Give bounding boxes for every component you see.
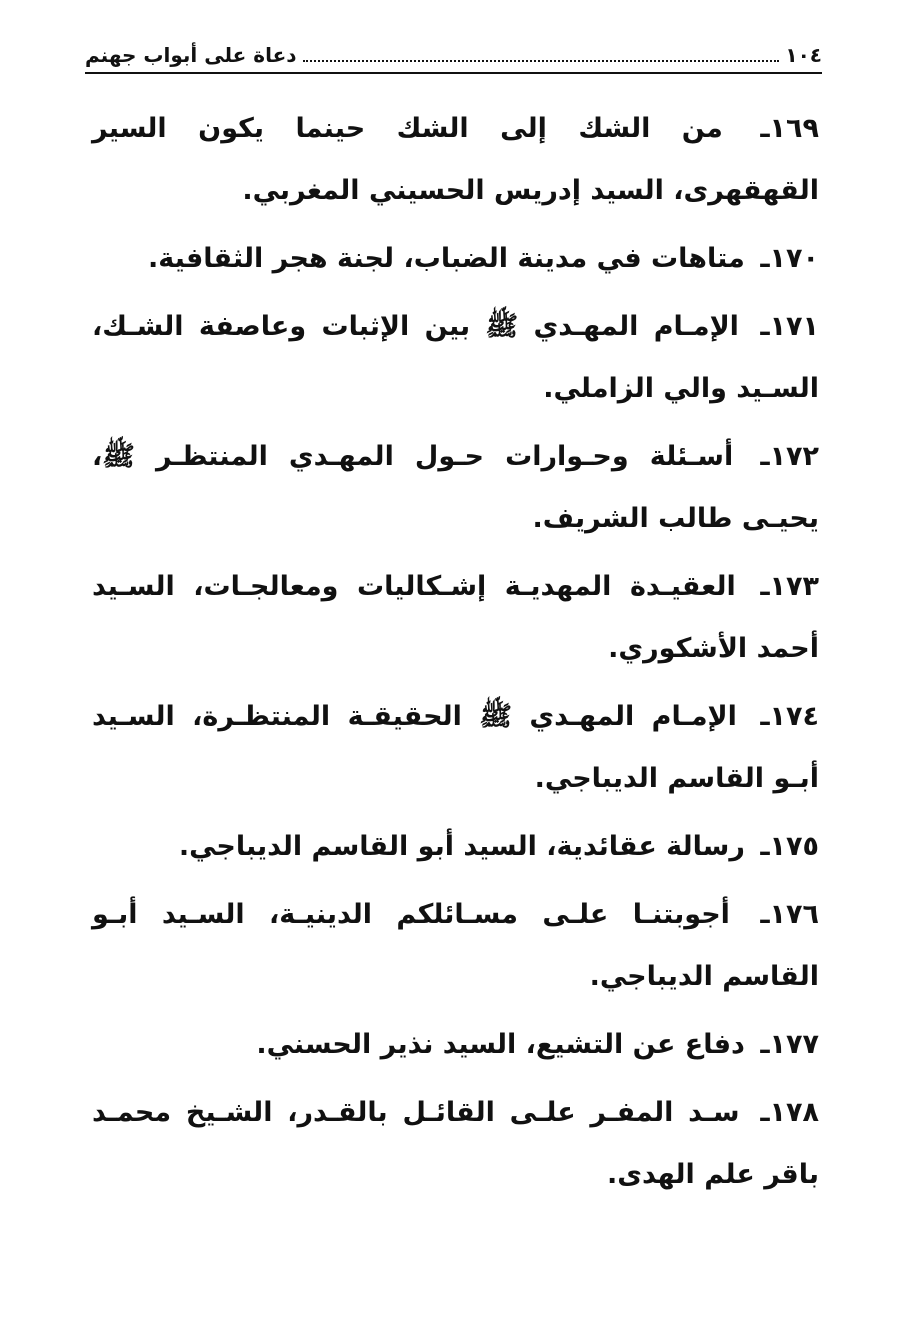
entry-number: ١٧٨ـ xyxy=(760,1097,819,1128)
entry-number: ١٧٠ـ xyxy=(760,243,819,274)
entry-text: من الشك إلى الشك حينما يكون السير القهقهرى، السيد إدريس الحسيني المغربي. xyxy=(92,113,819,206)
entry-text: أسـئلة وحـوارات حـول المهـدي المنتظـر ﷺ، يحيـى طالب الشريف. xyxy=(92,441,819,534)
entry-text: العقيـدة المهديـة إشـكاليات ومعالجـات، السـيد أحمد الأشكوري. xyxy=(92,571,819,664)
entry-text: رسالة عقائدية، السيد أبو القاسم الديباجي. xyxy=(178,831,745,862)
bibliography-entry xyxy=(92,1082,819,1206)
entry-text: متاهات في مدينة الضباب، لجنة هجر الثقافية. xyxy=(147,243,745,274)
bibliography-entry xyxy=(92,296,819,420)
entry-text: الإمـام المهـدي ﷺ بين الإثبات وعاصفة الشـك، السـيد والي الزاملي. xyxy=(92,311,819,404)
running-header xyxy=(85,38,822,74)
entry-text: دفاع عن التشيع، السيد نذير الحسني. xyxy=(256,1029,745,1060)
entry-text: أجوبتنـا علـى مسـائلكم الدينيـة، السـيد أبـو القاسم الديباجي. xyxy=(92,899,819,992)
bibliography-list xyxy=(92,98,819,1212)
entry-number: ١٧١ـ xyxy=(760,311,820,342)
bibliography-entry xyxy=(92,98,819,222)
entry-number: ١٧٤ـ xyxy=(760,701,819,732)
bibliography-entry xyxy=(92,686,819,810)
entry-number: ١٧٢ـ xyxy=(760,441,820,472)
page-number: ١٠٤ xyxy=(785,43,822,67)
bibliography-entry xyxy=(92,884,819,1008)
entry-number: ١٧٥ـ xyxy=(760,831,819,862)
entry-number: ١٦٩ـ xyxy=(760,113,819,144)
dotted-leader xyxy=(303,60,780,62)
entry-text: سـد المفـر علـى القائـل بالقـدر، الشـيخ محمـد باقر علم الهدى. xyxy=(92,1097,819,1190)
entry-number: ١٧٧ـ xyxy=(760,1029,819,1060)
bibliography-entry xyxy=(92,228,819,290)
entry-text: الإمـام المهـدي ﷺ الحقيقـة المنتظـرة، السـيد أبـو القاسم الديباجي. xyxy=(92,701,819,794)
running-title: دعاة على أبواب جهنم xyxy=(85,43,297,67)
entry-number: ١٧٦ـ xyxy=(760,899,819,930)
bibliography-entry xyxy=(92,556,819,680)
bibliography-entry xyxy=(92,1014,819,1076)
bibliography-entry xyxy=(92,816,819,878)
bibliography-entry xyxy=(92,426,819,550)
entry-number: ١٧٣ـ xyxy=(760,571,819,602)
